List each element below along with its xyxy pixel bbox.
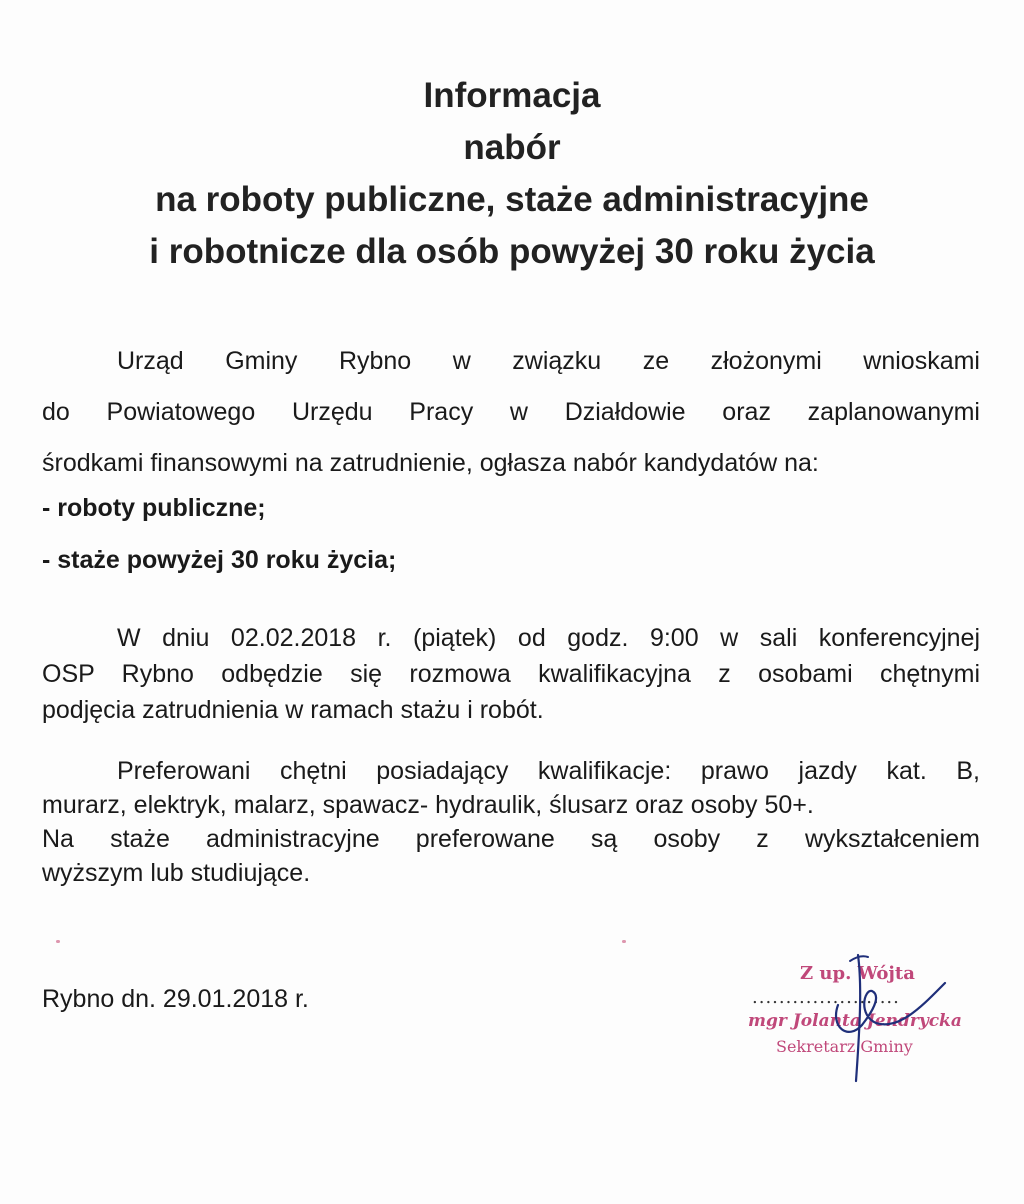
stamp-position-line: Sekretarz Gminy (776, 1037, 913, 1056)
intro-paragraph (42, 336, 980, 489)
stamp-authority-line: Z up. Wójta (800, 963, 915, 984)
recruitment-list (42, 482, 396, 586)
meeting-line-1: W dniu 02.02.2018 r. (piątek) od godz. 9:00 w sali konferencyjnej (117, 624, 980, 652)
stamp-name-line: mgr Jolanta Jendrycka (748, 1011, 962, 1031)
meeting-paragraph (42, 620, 980, 728)
meeting-line-3: podjęcia zatrudnienia w ramach stażu i robót. (42, 696, 544, 724)
list-item: - staże powyżej 30 roku życia; (42, 546, 397, 574)
handwritten-signature (730, 945, 990, 1085)
intro-line-3: środkami finansowymi na zatrudnienie, ogłasza nabór kandydatów na: (42, 449, 819, 477)
intro-line-1: Urząd Gminy Rybno w związku ze złożonymi wnioskami (117, 347, 980, 375)
title-line-2: nabór (463, 128, 561, 167)
ink-speck (56, 940, 60, 943)
preferences-paragraph (42, 754, 980, 890)
intro-line-2: do Powiatowego Urzędu Pracy w Działdowie oraz zaplanowanymi (42, 398, 980, 426)
preferences-line-1: Preferowani chętni posiadający kwalifikacje: prawo jazdy kat. B, (117, 757, 980, 785)
preferences-line-3: Na staże administracyjne preferowane są osoby z wykształceniem (42, 825, 980, 853)
official-stamp (730, 945, 990, 1085)
ink-speck (622, 940, 626, 943)
place-and-date: Rybno dn. 29.01.2018 r. (42, 985, 309, 1013)
meeting-line-2: OSP Rybno odbędzie się rozmowa kwalifikacyjna z osobami chętnymi (42, 660, 980, 688)
preferences-line-2: murarz, elektryk, malarz, spawacz- hydraulik, ślusarz oraz osoby 50+. (42, 791, 814, 819)
title-line-4: i robotnicze dla osób powyżej 30 roku życia (149, 232, 875, 271)
list-item: - roboty publiczne; (42, 494, 266, 522)
preferences-line-4: wyższym lub studiujące. (42, 859, 311, 887)
title-line-1: Informacja (423, 76, 601, 115)
document-title (40, 70, 984, 278)
title-line-3: na roboty publiczne, staże administracyjne (155, 180, 869, 219)
stamp-dotted-line: ...................... (752, 987, 900, 1008)
